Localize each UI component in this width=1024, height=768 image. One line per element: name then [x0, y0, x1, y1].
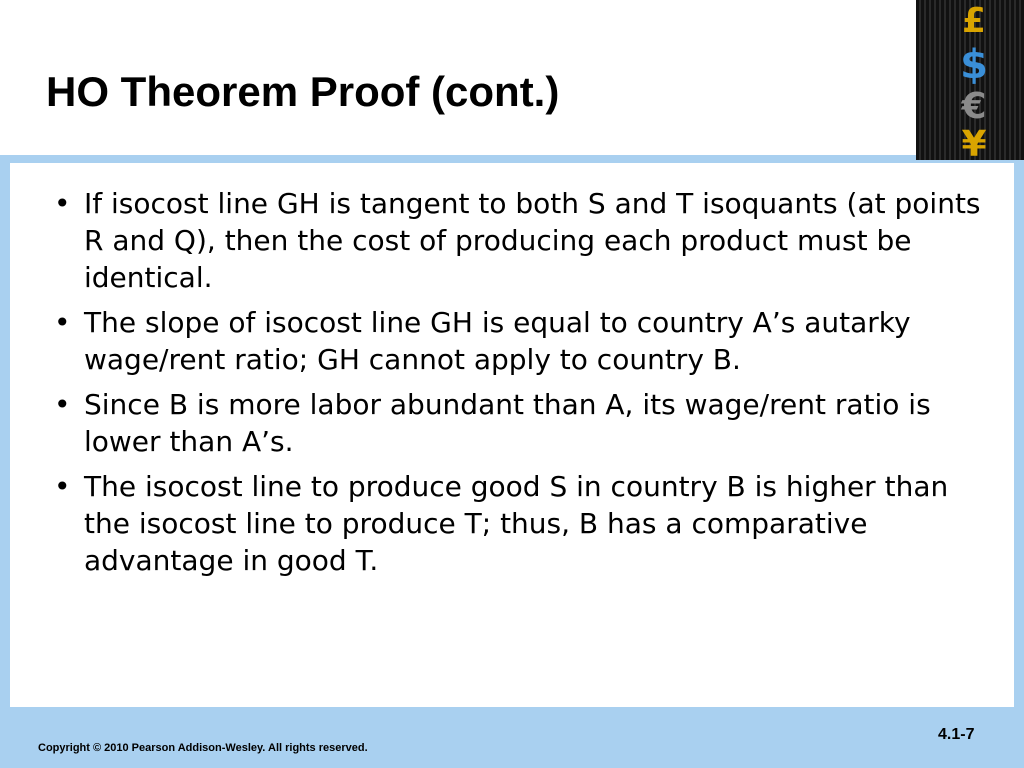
page-number: 4.1-7 — [938, 726, 975, 743]
yen-symbol: ¥ — [961, 124, 987, 160]
currency-symbols-graphic — [916, 0, 1024, 160]
bullet-icon: • — [54, 388, 71, 421]
bullet-text: Since B is more labor abundant than A, its wage/rent ratio is lower than A’s. — [84, 388, 931, 458]
bullet-item — [54, 386, 984, 460]
bullet-icon: • — [54, 187, 71, 220]
bullet-icon: • — [54, 470, 71, 503]
content-panel — [10, 163, 1014, 707]
bullet-icon: • — [54, 306, 71, 339]
bullet-list — [54, 185, 984, 587]
copyright-notice: Copyright © 2010 Pearson Addison-Wesley. All rights reserved. — [38, 742, 368, 754]
bullet-text: The slope of isocost line GH is equal to country A’s autarky wage/rent ratio; GH cannot apply to country B. — [84, 306, 911, 376]
euro-symbol: € — [961, 86, 987, 127]
dollar-symbol: $ — [960, 42, 988, 88]
slide-title: HO Theorem Proof (cont.) — [46, 68, 560, 115]
footer-bar — [0, 707, 1024, 768]
bullet-item — [54, 185, 984, 296]
currency-logo — [916, 0, 1024, 160]
bullet-text: The isocost line to produce good S in country B is higher than the isocost line to produce T; thus, B has a comparative advantage in good T. — [84, 470, 949, 577]
bullet-item — [54, 304, 984, 378]
bullet-text: If isocost line GH is tangent to both S and T isoquants (at points R and Q), then the cost of producing each product must be identical. — [84, 187, 981, 294]
pound-symbol: £ — [962, 1, 986, 41]
bullet-item — [54, 468, 984, 579]
